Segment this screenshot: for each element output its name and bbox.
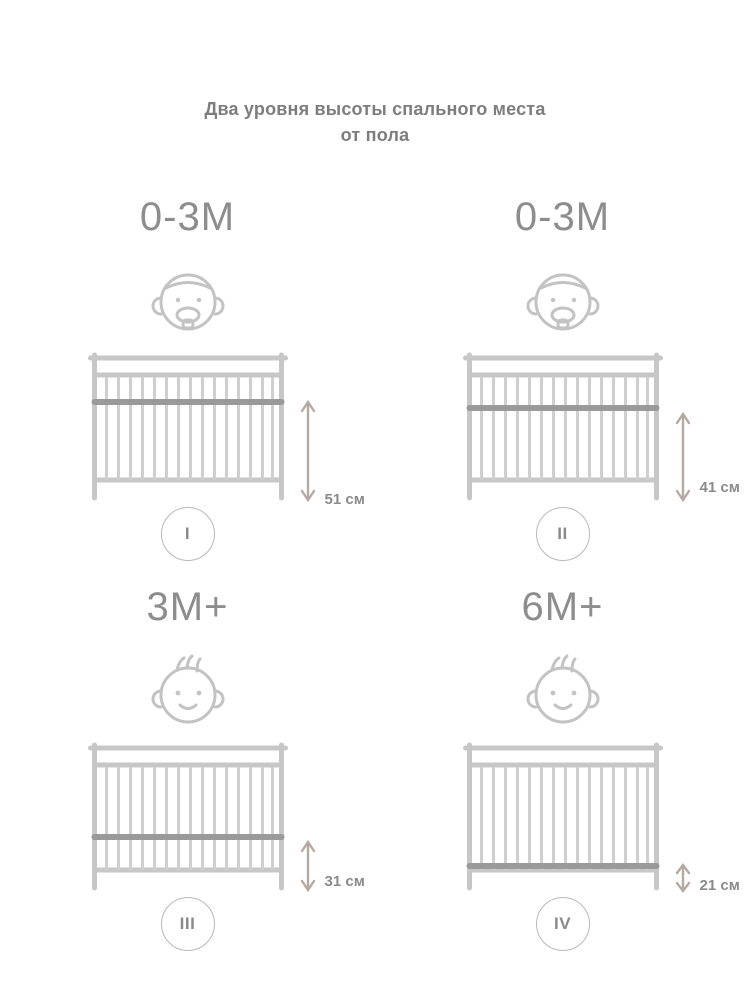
age-label: 6M+ bbox=[521, 585, 604, 629]
baby-head-smiling-icon bbox=[508, 650, 618, 740]
height-value: 21 см bbox=[699, 877, 740, 894]
crib-level-panel bbox=[0, 175, 375, 575]
step-badge-label: III bbox=[179, 914, 196, 933]
page-title-line-1: Два уровня высоты спального места bbox=[204, 99, 546, 119]
page-title bbox=[0, 96, 750, 148]
baby-head-with-pacifier-icon bbox=[508, 260, 618, 350]
height-measure bbox=[666, 350, 750, 510]
crib-level-panel bbox=[0, 565, 375, 965]
height-arrow-icon bbox=[297, 397, 319, 510]
height-arrow-icon bbox=[297, 837, 319, 900]
page-title-line-2: от пола bbox=[340, 125, 410, 146]
baby-head-smiling-icon bbox=[133, 650, 243, 740]
height-measure bbox=[666, 740, 750, 900]
step-badge bbox=[161, 897, 215, 951]
height-arrow-icon bbox=[672, 409, 694, 510]
height-value: 41 см bbox=[699, 479, 740, 496]
step-badge bbox=[536, 507, 590, 561]
age-label: 0-3M bbox=[139, 195, 236, 239]
crib-icon bbox=[80, 740, 295, 895]
age-label: 0-3M bbox=[514, 195, 611, 239]
step-badge bbox=[161, 507, 215, 561]
crib-level-panel bbox=[375, 175, 750, 575]
crib-level-panel bbox=[375, 565, 750, 965]
step-badge-label: I bbox=[184, 524, 191, 543]
baby-head-with-pacifier-icon bbox=[133, 260, 243, 350]
crib-icon bbox=[80, 350, 295, 505]
age-label: 3M+ bbox=[146, 585, 229, 629]
step-badge bbox=[536, 897, 590, 951]
height-arrow-icon bbox=[672, 861, 694, 900]
crib-icon bbox=[455, 740, 670, 895]
step-badge-label: II bbox=[557, 524, 568, 543]
height-value: 31 см bbox=[324, 873, 365, 890]
height-value: 51 см bbox=[324, 491, 365, 508]
step-badge-label: IV bbox=[553, 914, 572, 933]
crib-icon bbox=[455, 350, 670, 505]
